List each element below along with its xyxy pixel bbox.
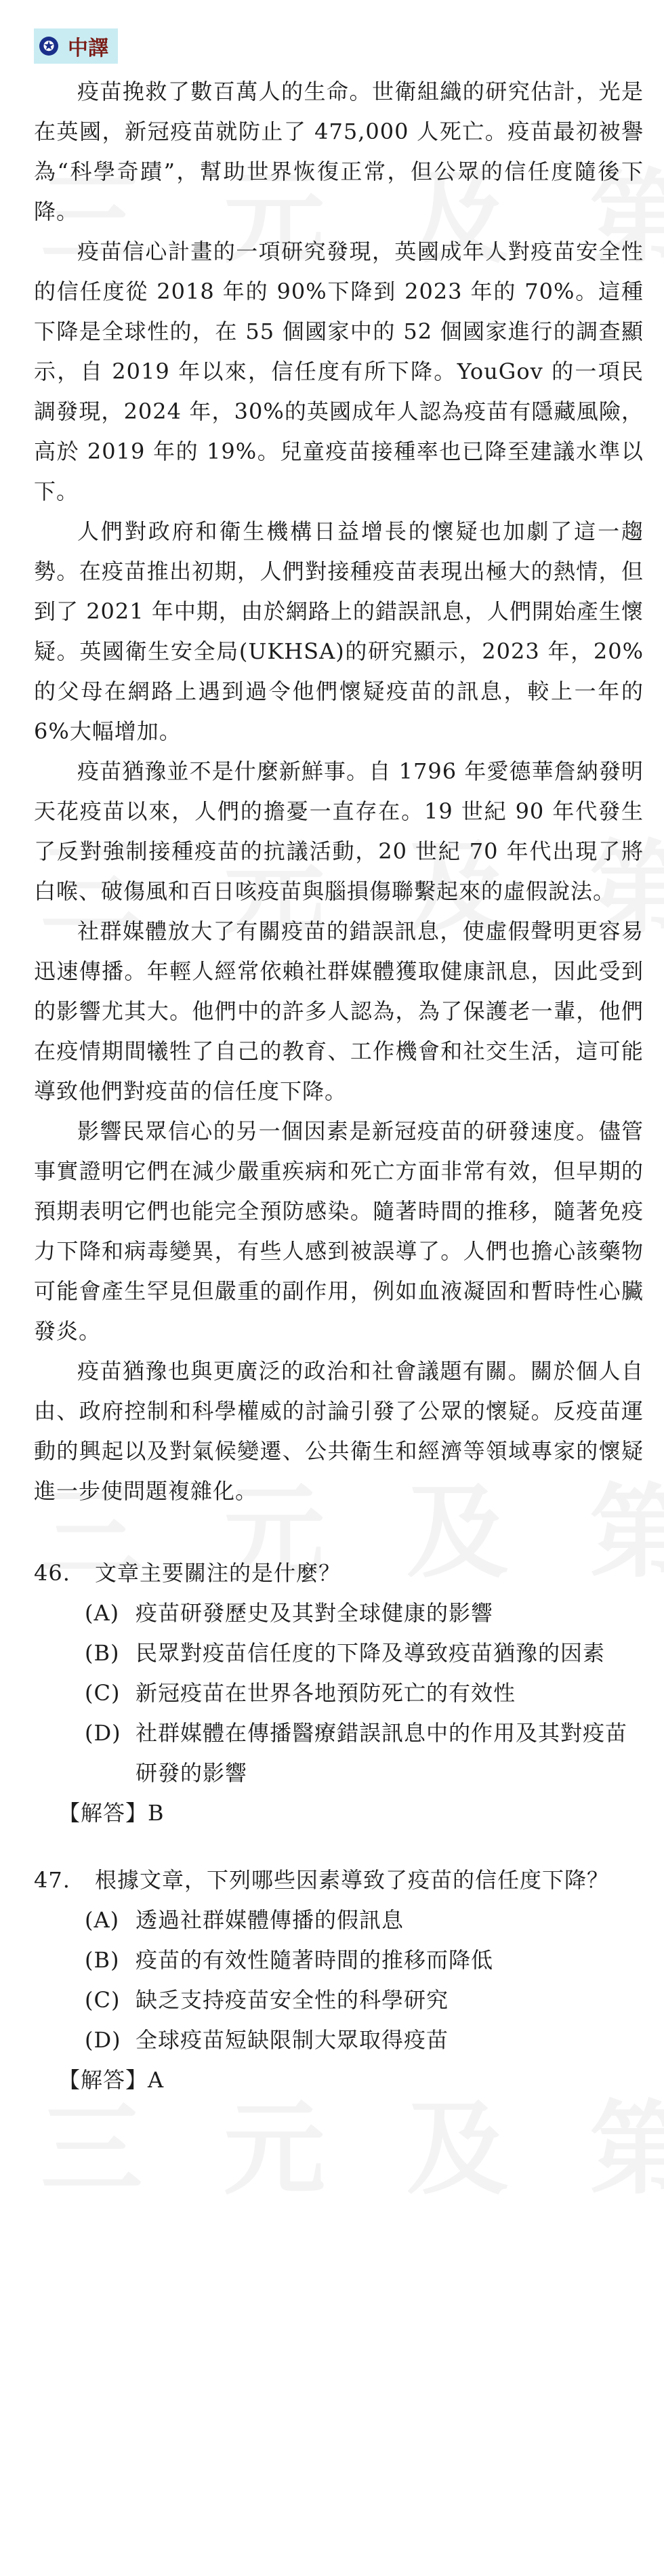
option-b	[85, 1940, 644, 1980]
question-number: 47.	[34, 1867, 70, 1893]
heading-label	[34, 28, 118, 64]
question-stem	[34, 1860, 644, 1900]
option-a	[85, 1593, 644, 1633]
option-text: 民眾對疫苗信任度的下降及導致疫苗猶豫的因素	[136, 1640, 606, 1666]
question-47	[34, 1860, 644, 2100]
option-d	[85, 2020, 644, 2060]
option-letter: (C)	[85, 1987, 121, 2013]
option-letter: (C)	[85, 1680, 121, 1706]
option-letter: (D)	[85, 2027, 121, 2053]
option-letter: (A)	[85, 1600, 120, 1626]
question-stem	[34, 1553, 644, 1593]
document-page	[34, 28, 644, 2127]
paragraph: 疫苗猶豫也與更廣泛的政治和社會議題有關。關於個人自由、政府控制和科學權威的討論引發了公眾的懷疑。反疫苗運動的興起以及對氣候變遷、公共衛生和經濟等領域專家的懷疑進一步使問題複雜化。	[34, 1358, 644, 1504]
option-text: 疫苗的有效性隨著時間的推移而降低	[136, 1947, 494, 1973]
option-text: 缺乏支持疫苗安全性的科學研究	[136, 1987, 449, 2013]
option-text: 新冠疫苗在世界各地預防死亡的有效性	[136, 1680, 516, 1706]
paragraph: 疫苗挽救了數百萬人的生命。世衛組織的研究估計，光是在英國，新冠疫苗就防止了 475,000 人死亡。疫苗最初被譽為“科學奇蹟”，幫助世界恢復正常，但公眾的信任度隨後下降。	[34, 79, 644, 224]
question-46	[34, 1553, 644, 1833]
heading-title: 中譯	[68, 37, 108, 60]
section-heading	[34, 28, 644, 64]
questions-section	[34, 1553, 644, 2100]
paragraph: 影響民眾信心的另一個因素是新冠疫苗的研發速度。儘管事實證明它們在減少嚴重疾病和死亡方面非常有效，但早期的預期表明它們也能完全預防感染。隨著時間的推移，隨著免疫力下降和病毒變異，有些人感到被誤導了。人們也擔心該藥物可能會產生罕見但嚴重的副作用，例如血液凝固和暫時性心臟發炎。	[34, 1118, 644, 1344]
option-letter: (A)	[85, 1907, 120, 1933]
option-b	[85, 1633, 644, 1673]
question-number: 46.	[34, 1560, 70, 1586]
answer-label: 【解答】A	[58, 2067, 165, 2093]
paragraph: 疫苗猶豫並不是什麼新鮮事。自 1796 年愛德華詹納發明天花疫苗以來，人們的擔憂一直存在。19 世紀 90 年代發生了反對強制接種疫苗的抗議活動，20 世紀 70 年代出現了將白喉、破傷風和百日咳疫苗與腦損傷聯繫起來的虛假說法。	[34, 758, 644, 904]
option-letter: (D)	[85, 1720, 121, 1746]
option-text: 社群媒體在傳播醫療錯誤訊息中的作用及其對疫苗研發的影響	[136, 1720, 628, 1786]
star-icon: ✪	[39, 37, 58, 56]
option-c	[85, 1980, 644, 2020]
answer-label: 【解答】B	[58, 1800, 165, 1826]
option-letter: (B)	[85, 1640, 120, 1666]
paragraph: 社群媒體放大了有關疫苗的錯誤訊息，使虛假聲明更容易迅速傳播。年輕人經常依賴社群媒體獲取健康訊息，因此受到的影響尤其大。他們中的許多人認為，為了保護老一輩，他們在疫情期間犧牲了自己的教育、工作機會和社交生活，這可能導致他們對疫苗的信任度下降。	[34, 918, 644, 1104]
question-text: 文章主要關注的是什麼？	[95, 1560, 341, 1586]
option-text: 透過社群媒體傳播的假訊息	[136, 1907, 404, 1933]
option-a	[85, 1900, 644, 1940]
option-letter: (B)	[85, 1947, 120, 1973]
option-text: 疫苗研發歷史及其對全球健康的影響	[136, 1600, 494, 1626]
paragraph: 疫苗信心計畫的一項研究發現，英國成年人對疫苗安全性的信任度從 2018 年的 90%下降到 2023 年的 70%。這種下降是全球性的，在 55 個國家中的 52 個國家進行的調查顯示，自 2019 年以來，信任度有所下降。YouGov 的一項民調發現，2024 年，30%的英國成年人認為疫苗有隱藏風險，高於 2019 年的 19%。兒童疫苗接種率也已降至建議水準以下。	[34, 239, 644, 504]
paragraph: 人們對政府和衛生機構日益增長的懷疑也加劇了這一趨勢。在疫苗推出初期，人們對接種疫苗表現出極大的熱情，但到了 2021 年中期，由於網路上的錯誤訊息，人們開始產生懷疑。英國衛生安全局(UKHSA)的研究顯示，2023 年，20%的父母在網路上遇到過令他們懷疑疫苗的訊息，較上一年的 6%大幅增加。	[34, 518, 644, 744]
option-text: 全球疫苗短缺限制大眾取得疫苗	[136, 2027, 449, 2053]
option-d	[85, 1713, 644, 1793]
question-text: 根據文章，下列哪些因素導致了疫苗的信任度下降？	[95, 1867, 610, 1893]
option-c	[85, 1673, 644, 1713]
translation-body	[34, 72, 644, 1511]
